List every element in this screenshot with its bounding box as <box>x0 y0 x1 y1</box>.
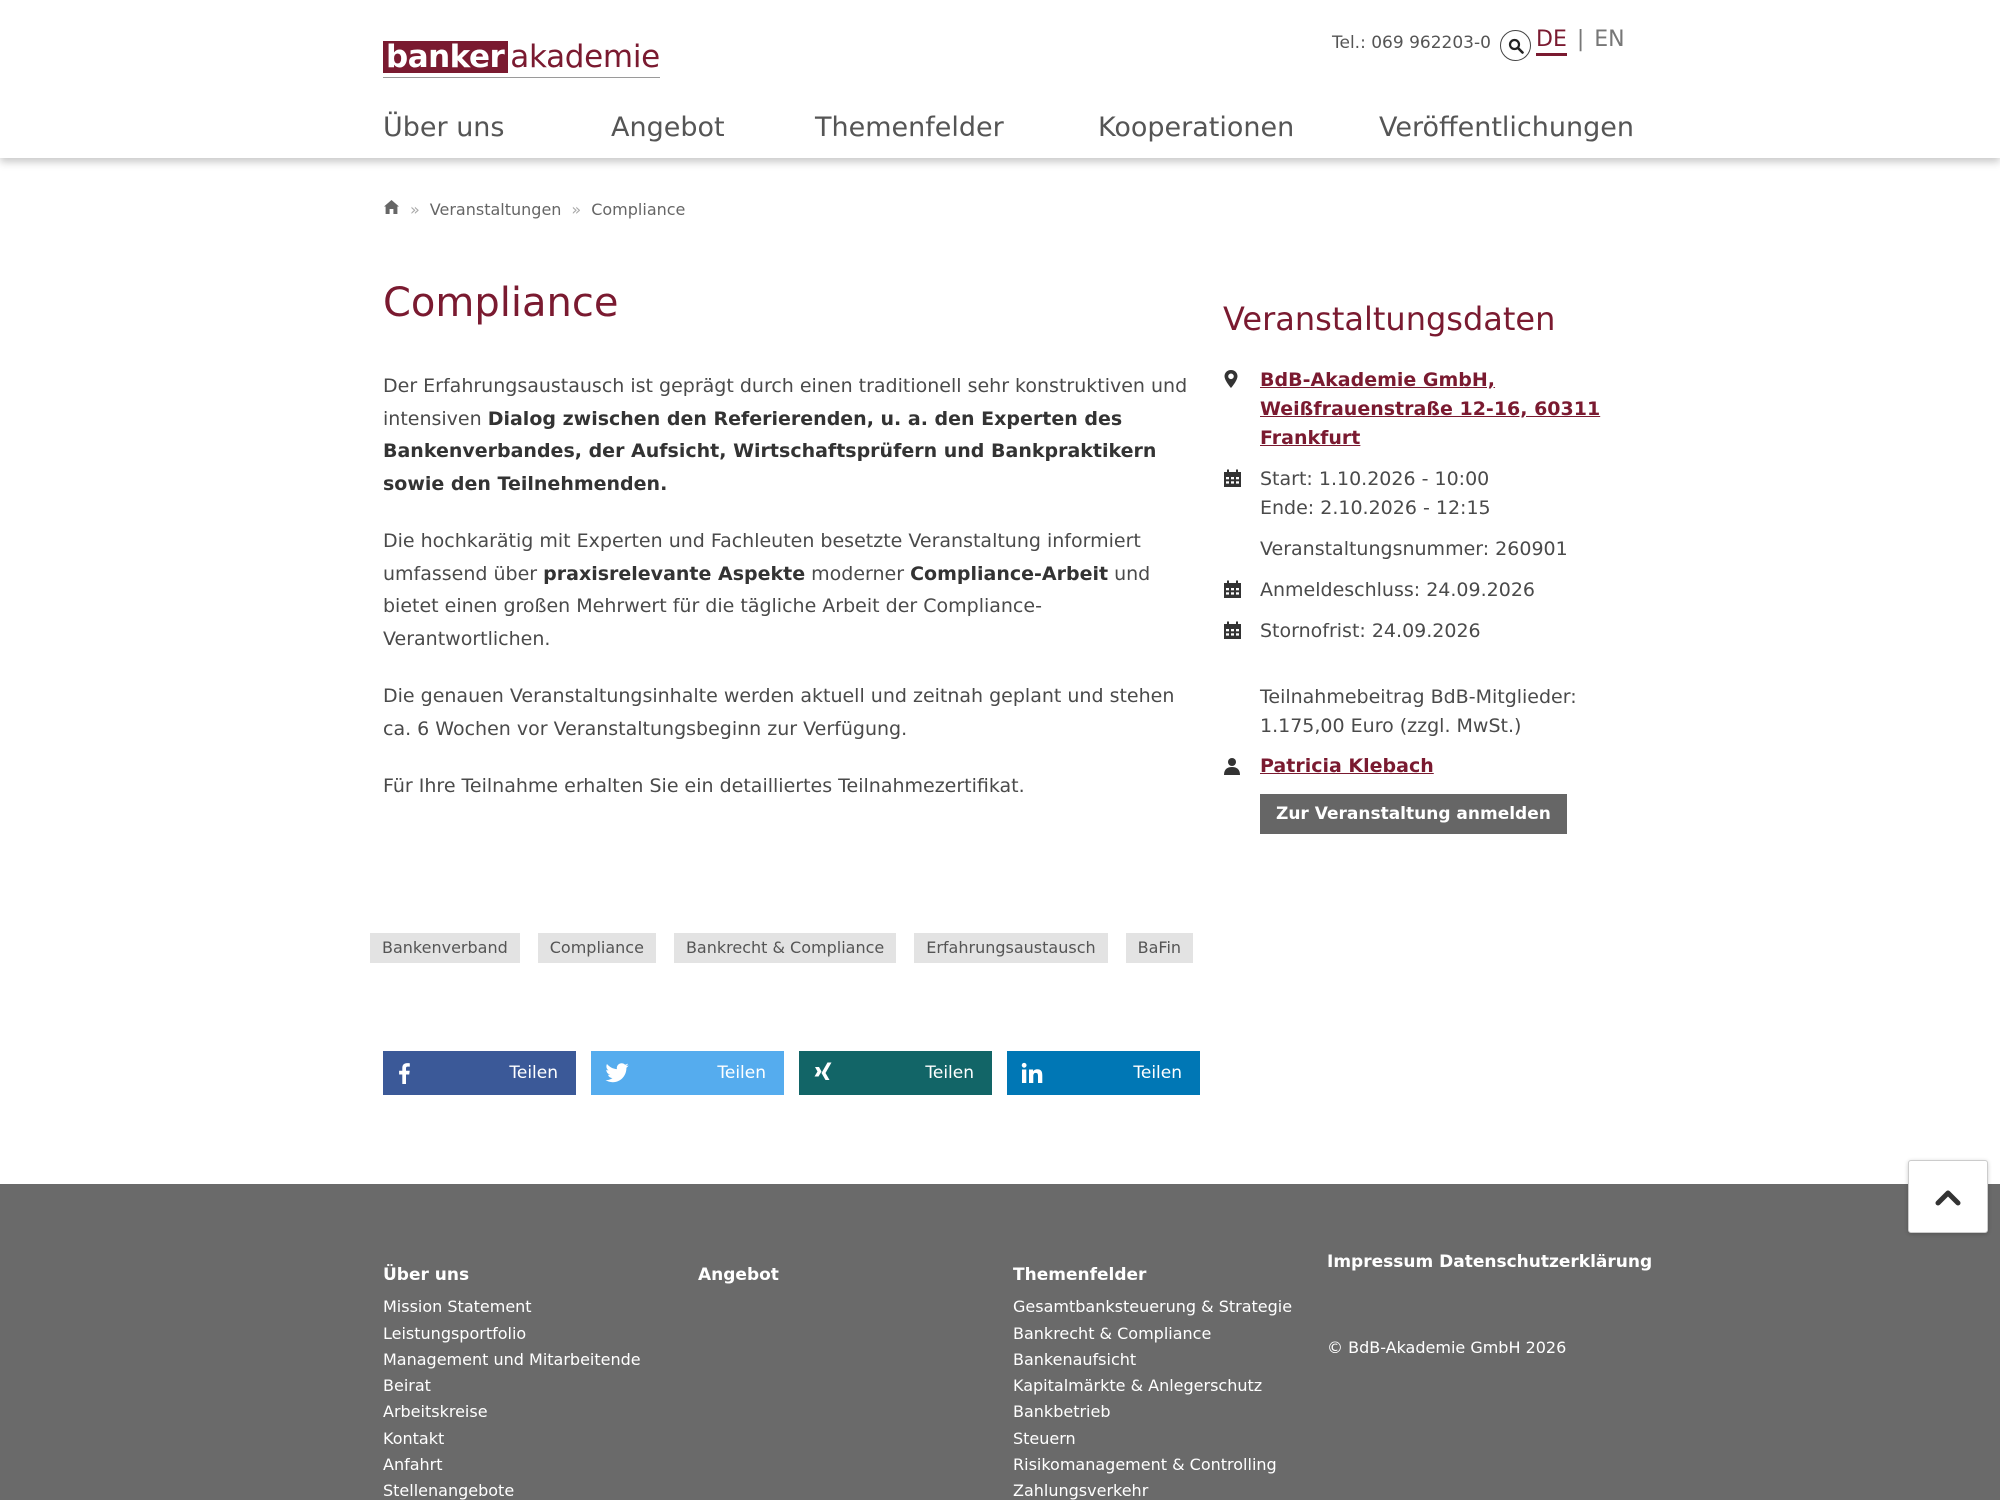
footer-link[interactable]: Management und Mitarbeitende <box>383 1349 641 1369</box>
paragraph-1: Der Erfahrungsaustausch ist geprägt durch einen traditionell sehr konstruktiven und intensiven Dialog zwischen den Referierenden, u. a. den Experten des Bankenverbandes, der Aufsicht, Wirtschaftsprüfern und Bankpraktikern sowie den Teilnehmenden. <box>383 375 1188 495</box>
footer-col-themenfelder <box>1013 1262 1292 1500</box>
contact-person-link[interactable]: Patricia Klebach <box>1260 755 1434 777</box>
site-header <box>0 0 2000 158</box>
footer-link[interactable]: Mission Statement <box>383 1297 532 1317</box>
footer-heading[interactable]: Angebot <box>698 1265 779 1285</box>
footer-link[interactable]: Risikomanagement & Controlling <box>1013 1455 1277 1475</box>
linkedin-icon <box>1021 1062 1043 1084</box>
footer-link[interactable]: Steuern <box>1013 1428 1076 1448</box>
footer-link[interactable]: Bankenaufsicht <box>1013 1349 1137 1369</box>
lang-separator: | <box>1576 27 1585 52</box>
registration-deadline: Anmeldeschluss: 24.09.2026 <box>1260 579 1535 601</box>
footer-heading[interactable]: Über uns <box>383 1265 470 1285</box>
breadcrumb-current: Compliance <box>591 199 686 219</box>
share-facebook-button[interactable]: Teilen <box>383 1051 576 1095</box>
footer-link[interactable]: Leistungsportfolio <box>383 1323 527 1343</box>
event-description <box>383 370 1193 828</box>
event-location-row <box>1223 366 1600 453</box>
footer-link[interactable]: Bankbetrieb <box>1013 1402 1111 1422</box>
cancellation-deadline: Stornofrist: 24.09.2026 <box>1260 620 1481 642</box>
calendar-icon <box>1223 576 1260 608</box>
logo-banker-text: banker <box>383 41 508 73</box>
footer-link[interactable]: Gesamtbanksteuerung & Strategie <box>1013 1297 1293 1317</box>
event-date-row <box>1223 465 1491 523</box>
register-button[interactable]: Zur Veranstaltung anmelden <box>1260 794 1567 834</box>
facebook-icon <box>397 1062 411 1084</box>
share-xing-button[interactable]: Teilen <box>799 1051 992 1095</box>
footer-col-angebot <box>698 1262 779 1294</box>
impressum-link[interactable]: Impressum <box>1327 1252 1434 1272</box>
footer-col-ueber-uns <box>383 1262 641 1500</box>
event-number: Veranstaltungsnummer: 260901 <box>1260 538 1568 560</box>
nav-item-ueber-uns[interactable]: Über uns <box>383 112 505 143</box>
lang-en-link[interactable]: EN <box>1594 27 1625 52</box>
footer-link[interactable]: Kontakt <box>383 1428 445 1448</box>
share-buttons <box>383 1051 1200 1095</box>
chevron-up-icon <box>1935 1188 1961 1206</box>
logo-akademie-text: akademie <box>510 39 660 75</box>
twitter-icon <box>605 1063 629 1083</box>
page-title: Compliance <box>383 280 619 326</box>
breadcrumb-separator: » <box>571 199 582 219</box>
share-linkedin-button[interactable]: Teilen <box>1007 1051 1200 1095</box>
home-icon <box>383 199 400 215</box>
nav-item-themenfelder[interactable]: Themenfelder <box>815 112 1004 143</box>
nav-item-angebot[interactable]: Angebot <box>611 112 725 143</box>
datenschutz-link[interactable]: Datenschutzerklärung <box>1439 1252 1653 1272</box>
tag-item[interactable]: Erfahrungsaustausch <box>914 933 1107 963</box>
paragraph-3: Die genauen Veranstaltungsinhalte werden aktuell und zeitnah geplant und stehen ca. 6 Wochen vor Veranstaltungsbeginn zur Verfügung. <box>383 685 1175 740</box>
tag-list <box>370 933 1193 963</box>
tag-item[interactable]: BaFin <box>1126 933 1193 963</box>
tag-item[interactable]: Compliance <box>538 933 656 963</box>
tag-item[interactable]: Bankrecht & Compliance <box>674 933 896 963</box>
event-details-title: Veranstaltungsdaten <box>1223 300 1556 338</box>
footer-legal <box>1327 1249 1652 1276</box>
calendar-icon <box>1223 465 1260 523</box>
breadcrumb <box>383 199 685 219</box>
event-fee-row <box>1223 683 1577 741</box>
footer-link[interactable]: Stellenangebote <box>383 1481 515 1500</box>
paragraph-2: Die hochkarätig mit Experten und Fachleuten besetzte Veranstaltung informiert umfassend über praxisrelevante Aspekte moderner Compliance-Arbeit und bietet einen großen Mehrwert für die tägliche Arbeit der Compliance-Verantwortlichen. <box>383 530 1151 650</box>
footer-link[interactable]: Arbeitskreise <box>383 1402 488 1422</box>
xing-icon <box>813 1062 833 1084</box>
event-contact-row <box>1223 752 1434 784</box>
event-deadline-row <box>1223 576 1535 608</box>
breadcrumb-veranstaltungen[interactable]: Veranstaltungen <box>429 199 562 219</box>
nav-item-veroeffentlichungen[interactable]: Veröffentlichungen <box>1379 112 1634 143</box>
event-start: Start: 1.10.2026 - 10:00 <box>1260 468 1490 490</box>
site-footer <box>0 1184 2000 1500</box>
search-button[interactable] <box>1500 30 1531 61</box>
footer-link[interactable]: Bankrecht & Compliance <box>1013 1323 1212 1343</box>
participation-fee: Teilnahmebeitrag BdB-Mitglieder: 1.175,00 Euro (zzgl. MwSt.) <box>1260 686 1577 737</box>
lang-de-link[interactable]: DE <box>1536 27 1567 56</box>
nav-item-kooperationen[interactable]: Kooperationen <box>1098 112 1295 143</box>
breadcrumb-separator: » <box>410 199 420 219</box>
location-pin-icon <box>1223 366 1260 453</box>
footer-link[interactable]: Kapitalmärkte & Anlegerschutz <box>1013 1376 1263 1396</box>
event-cancellation-row <box>1223 617 1481 649</box>
footer-link[interactable]: Beirat <box>383 1376 431 1396</box>
phone-number[interactable]: Tel.: 069 962203-0 <box>1332 33 1491 53</box>
language-switch <box>1536 27 1625 56</box>
search-icon <box>1508 38 1524 54</box>
event-end: Ende: 2.10.2026 - 12:15 <box>1260 497 1491 519</box>
footer-heading[interactable]: Themenfelder <box>1013 1265 1147 1285</box>
person-icon <box>1223 752 1260 784</box>
back-to-top-button[interactable] <box>1908 1160 1988 1233</box>
copyright: © BdB-Akademie GmbH 2026 <box>1327 1338 1567 1357</box>
footer-link[interactable]: Anfahrt <box>383 1455 443 1475</box>
home-link[interactable] <box>383 199 400 219</box>
share-twitter-button[interactable]: Teilen <box>591 1051 784 1095</box>
event-number-row <box>1223 535 1568 564</box>
event-location-link[interactable]: BdB-Akademie GmbH, Weißfrauenstraße 12-16, 60311 Frankfurt <box>1260 369 1601 449</box>
footer-link[interactable]: Zahlungsverkehr <box>1013 1481 1149 1500</box>
calendar-icon <box>1223 617 1260 649</box>
paragraph-4: Für Ihre Teilnahme erhalten Sie ein detailliertes Teilnahmezertifikat. <box>383 775 1025 797</box>
tag-item[interactable]: Bankenverband <box>370 933 520 963</box>
bankerakademie-logo[interactable] <box>383 36 660 78</box>
